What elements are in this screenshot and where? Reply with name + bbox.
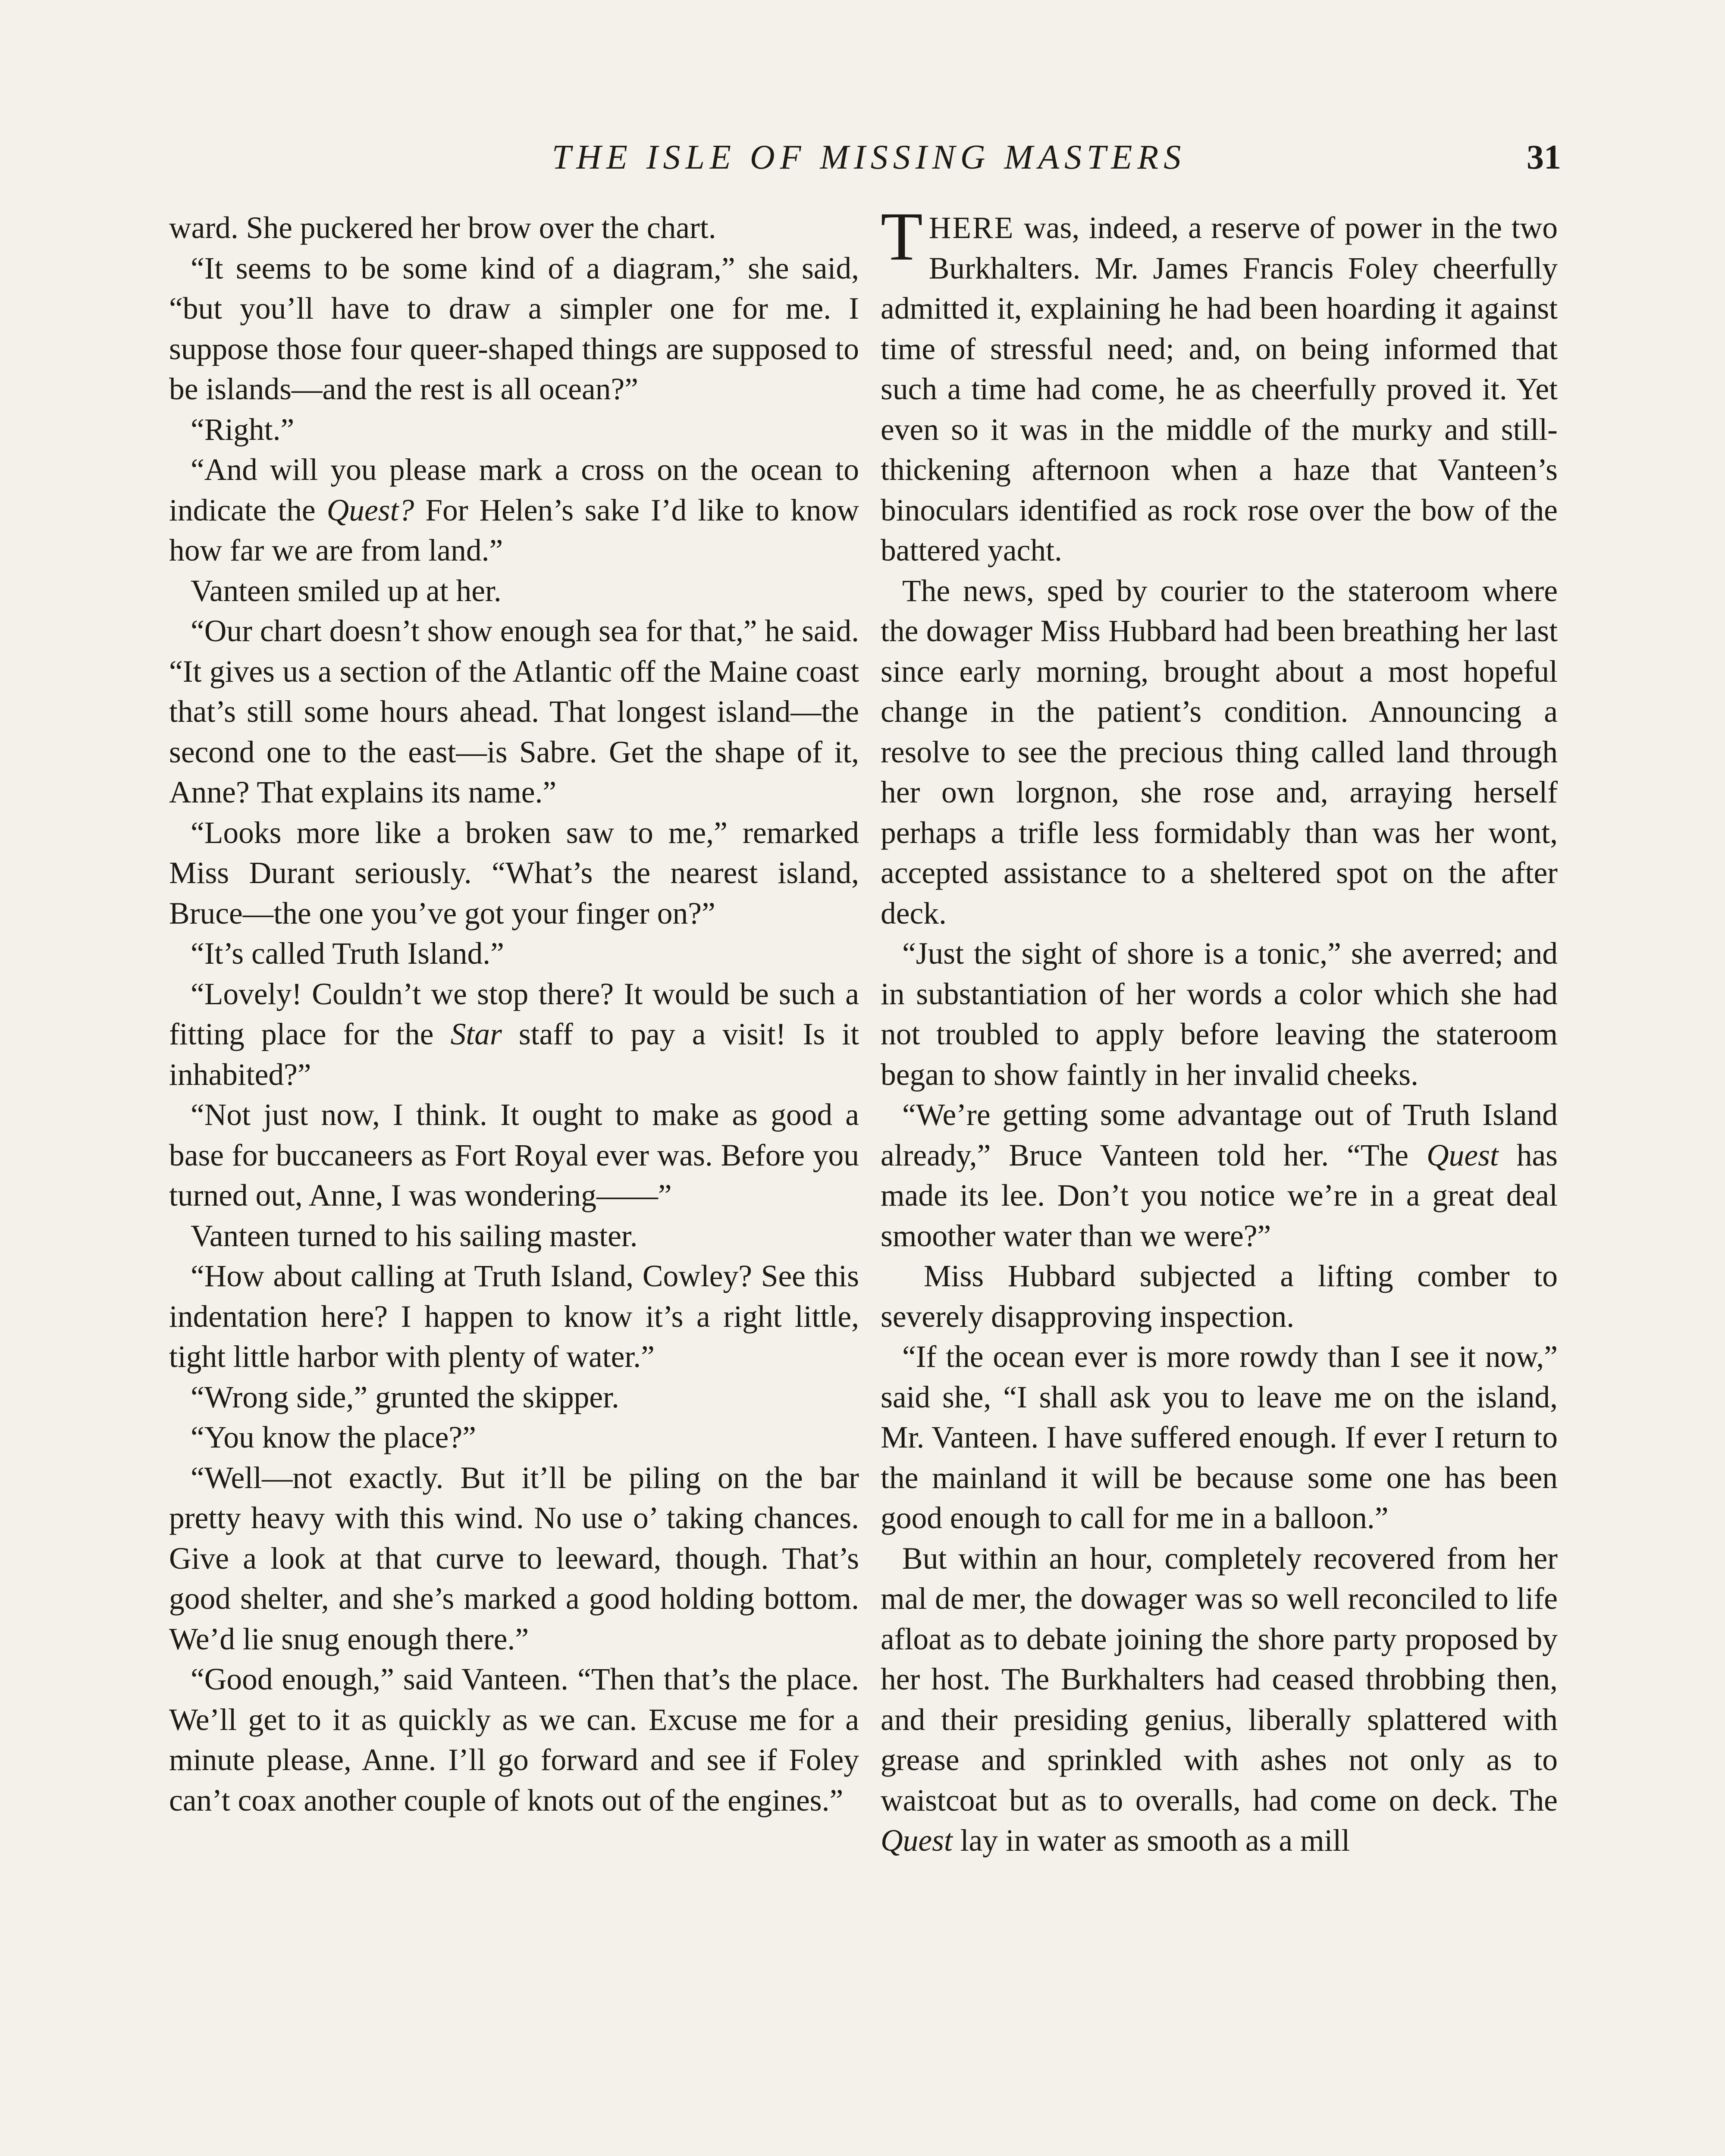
left-column bbox=[169, 208, 859, 1821]
text-run: staff to pay a visit! Is it inhabited?” bbox=[169, 1017, 859, 1092]
paragraph: Vanteen turned to his sailing master. bbox=[191, 1219, 638, 1253]
paragraph: Miss Hubbard subjected a lifting comber to severely disapproving inspection. bbox=[881, 1259, 1558, 1334]
running-head bbox=[0, 138, 1725, 185]
paragraph: “Well—not exactly. But it’ll be piling on the bar pretty heavy with this wind. No use o’ taking chances. Give a look at that curve to leeward, though. That’s good shelter, and she’s marked a good holding bottom. We’d lie snug enough there.” bbox=[169, 1460, 859, 1656]
paragraph bbox=[169, 450, 859, 571]
paragraph: “Looks more like a broken saw to me,” remarked Miss Durant seriously. “What’s the nearest island, Bruce—the one you’ve got your finger on?” bbox=[169, 815, 859, 931]
paragraph: Vanteen smiled up at her. bbox=[191, 573, 502, 608]
text-run: has made its lee. Don’t you notice we’re in a great deal smoother water than we were?” bbox=[881, 1138, 1558, 1253]
paragraph: “Just the sight of shore is a tonic,” she averred; and in substantiation of her words a color which she had not troubled to apply before leaving the stateroom began to show faintly in her invalid cheeks. bbox=[881, 937, 1558, 1092]
paragraph: “Not just now, I think. It ought to make as good a base for buccaneers as Fort Royal ever was. Before you turned out, Anne, I was wondering——” bbox=[169, 1098, 859, 1213]
small-caps-opening: HERE bbox=[928, 211, 1015, 245]
text-run: But within an hour, completely recovered from her mal de mer, the dowager was so well reconciled to life afloat as to debate joining the shore party proposed by her host. The Burkhalters had ceased throbbing then, and their presiding genius, liberally splattered with grease and sprinkled with ashes not only as to waistcoat but as to overalls, had come on deck. The bbox=[881, 1541, 1558, 1818]
text-run: lay in water as smooth as a mill bbox=[952, 1824, 1350, 1858]
italic-newspaper-name: Star bbox=[450, 1017, 502, 1051]
paragraph: “Wrong side,” grunted the skipper. bbox=[191, 1380, 619, 1414]
paragraph bbox=[881, 1095, 1558, 1256]
paragraph: “If the ocean ever is more rowdy than I see it now,” said she, “I shall ask you to leave me on the island, Mr. Vanteen. I have suffered enough. If ever I return to the mainland it will be because some one has been good enough to call for me in a balloon.” bbox=[881, 1340, 1558, 1535]
paragraph bbox=[881, 1539, 1558, 1861]
text-run: For Helen’s sake I’d like to know how far we are from land.” bbox=[169, 493, 859, 567]
paragraph: “You know the place?” bbox=[191, 1420, 476, 1454]
paragraph bbox=[169, 974, 859, 1095]
paragraph: “How about calling at Truth Island, Cowley? See this indentation here? I happen to know it’s a right little, tight little harbor with plenty of water.” bbox=[169, 1259, 859, 1374]
paragraph: “It’s called Truth Island.” bbox=[191, 937, 504, 971]
italic-ship-name: Quest bbox=[1426, 1138, 1499, 1172]
right-column bbox=[881, 198, 1558, 1861]
text-run: “And will you please mark a cross on the ocean to indicate the bbox=[169, 453, 859, 527]
page-number: 31 bbox=[1527, 138, 1561, 176]
text-run: was, indeed, a reserve of power in the two Burkhalters. Mr. James Francis Foley cheerfully admitted it, explaining he had been hoarding it against time of stressful need; and, on being informed that such a time had come, he as cheerfully proved it. Yet even so it was in the middle of the murky and still-thickening afternoon when a haze that Vanteen’s binoculars identified as rock rose over the bow of the battered yacht. bbox=[881, 211, 1558, 567]
paragraph: The news, sped by courier to the stateroom where the dowager Miss Hubbard had been breathing her last since early morning, brought about a most hopeful change in the patient’s condition. Announcing a resolve to see the precious thing called land through her own lorgnon, she rose and, arraying herself perhaps a trifle less formidably than was her wont, accepted assistance to a sheltered spot on the after deck. bbox=[881, 573, 1558, 931]
italic-ship-name: Quest? bbox=[326, 493, 414, 527]
paragraph: “It seems to be some kind of a diagram,” she said, “but you’ll have to draw a simpler one for me. I suppose those four queer-shaped things are supposed to be islands—and the rest is all ocean?” bbox=[169, 251, 859, 406]
text-run: “Lovely! Couldn’t we stop there? It would be such a fitting place for the bbox=[169, 977, 859, 1051]
page-title: THE ISLE OF MISSING MASTERS bbox=[552, 138, 1186, 176]
paragraph: “Our chart doesn’t show enough sea for that,” he said. “It gives us a section of the Atlantic off the Maine coast that’s still some hours ahead. That longest island—the second one to the east—is Sabre. Get the shape of it, Anne? That explains its name.” bbox=[169, 614, 859, 809]
text-run: “We’re getting some advantage out of Truth Island already,” Bruce Vanteen told her. “The bbox=[881, 1098, 1558, 1172]
drop-cap: T bbox=[881, 198, 923, 275]
paragraph: “Right.” bbox=[191, 412, 295, 447]
paragraph bbox=[881, 198, 1558, 571]
italic-ship-name: Quest bbox=[881, 1824, 953, 1858]
paragraph: ward. She puckered her brow over the chart. bbox=[169, 211, 716, 245]
paragraph: “Good enough,” said Vanteen. “Then that’s the place. We’ll get to it as quickly as we can. Excuse me for a minute please, Anne. I’ll go forward and see if Foley can’t coax another couple of knots out of the engines.” bbox=[169, 1662, 859, 1818]
